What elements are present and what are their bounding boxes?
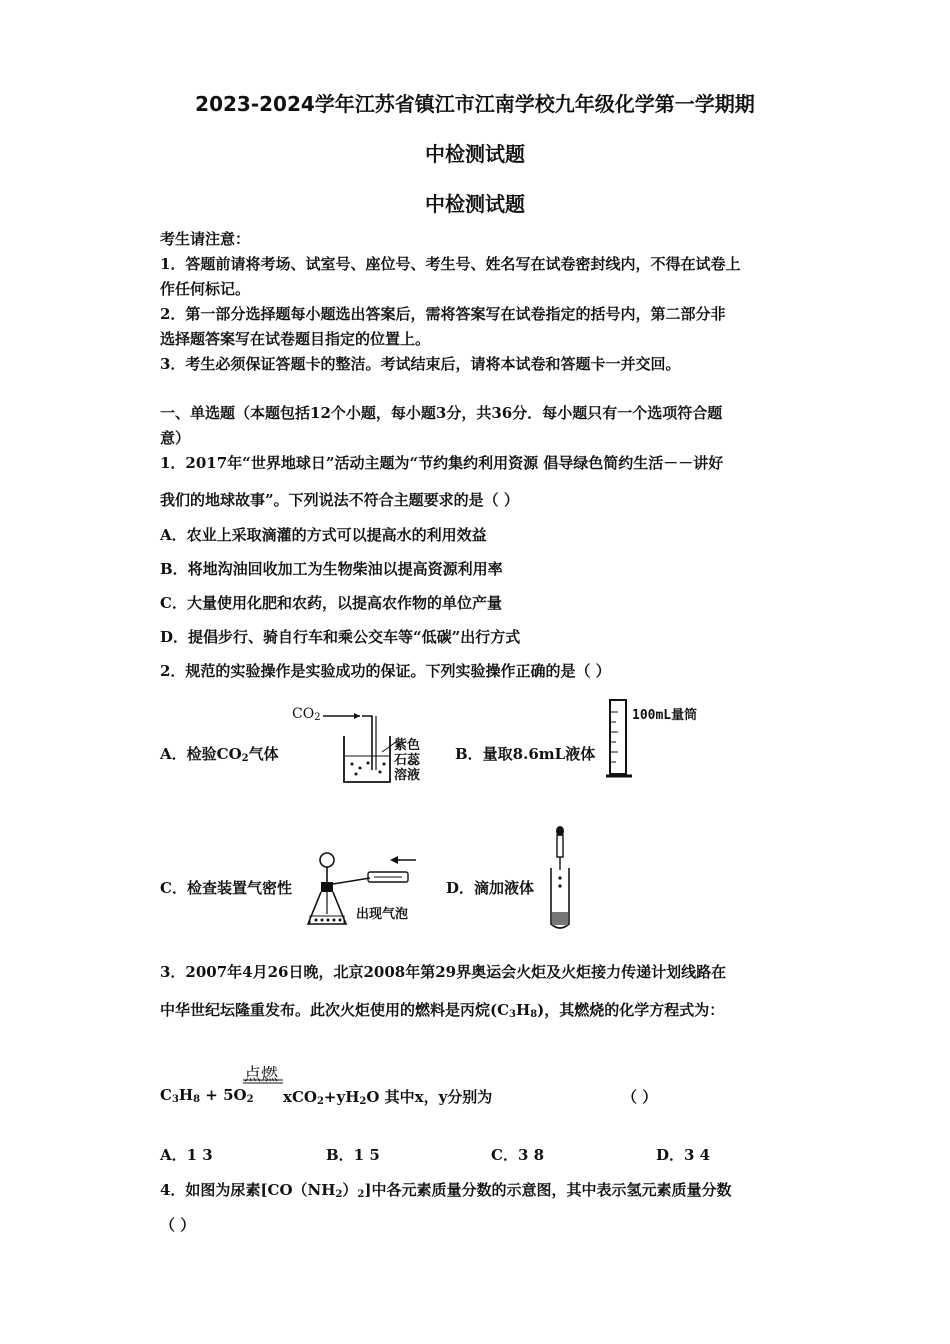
fig-c-bubble-label: 出现气泡 bbox=[356, 907, 409, 922]
q3-option-a: A．1 3 bbox=[160, 1146, 213, 1164]
q4-stem-b: （ ） bbox=[160, 1216, 196, 1234]
q2-option-c: C．检查装置气密性 bbox=[160, 879, 292, 897]
q1-option-c: C．大量使用化肥和农药，以提高农作物的单位产量 bbox=[160, 594, 502, 612]
fig-a-litmus-labels: 紫色 石蕊 溶液 bbox=[394, 738, 421, 783]
q3-reaction-condition: 点燃 bbox=[244, 1065, 278, 1085]
q2-option-d: D．滴加液体 bbox=[446, 879, 535, 897]
q3-equation-right: $xCO_2+yH_2O$ 其中x，y分别为 bbox=[283, 1088, 493, 1107]
fig-d-dropper-test-tube bbox=[545, 826, 575, 934]
fig-a-gas-label: $CO_2$ bbox=[292, 706, 321, 723]
q4-stem-a: 4．如图为尿素$[CO(NH_2)_2]$中各元素质量分数的示意图，其中表示氢元素质量分数 bbox=[160, 1181, 732, 1200]
notice-item-1b: 作任何标记。 bbox=[160, 280, 251, 298]
q1-option-a: A．农业上采取滴灌的方式可以提高水的利用效益 bbox=[160, 526, 487, 544]
q3-stem-a: 3．2007年4月26日晚，北京2008年第29界奥运会火炬及火炬接力传递计划线路在 bbox=[160, 963, 727, 981]
notice-item-2a: 2．第一部分选择题每小题选出答案后，需将答案写在试卷指定的括号内，第二部分非 bbox=[160, 305, 726, 323]
q3-option-c: C．3 8 bbox=[491, 1146, 545, 1164]
q3-answer-blank: （ ） bbox=[622, 1088, 658, 1106]
q1-option-d: D．提倡步行、骑自行车和乘公交车等“低碳”出行方式 bbox=[160, 628, 521, 646]
fig-a-litmus-beaker bbox=[320, 708, 400, 788]
q3-equation-left: $C_3H_8 + 5O_2$ bbox=[160, 1086, 254, 1105]
q3-option-d: D．3 4 bbox=[656, 1146, 711, 1164]
fig-b-cylinder-label: 100mL量筒 bbox=[632, 708, 698, 723]
fig-c-airtightness-apparatus bbox=[306, 848, 416, 938]
q1-option-b: B．将地沟油回收加工为生物柴油以提高资源利用率 bbox=[160, 560, 503, 578]
notice-item-2b: 选择题答案写在试卷题目指定的位置上。 bbox=[160, 330, 431, 348]
notice-heading: 考生请注意： bbox=[160, 230, 251, 248]
page-subtitle: 中检测试题 bbox=[425, 142, 525, 166]
q1-stem-a: 1．2017年“世界地球日”活动主题为“节约集约利用资源 倡导绿色简约生活－－讲好 bbox=[160, 454, 724, 472]
notice-item-1a: 1．答题前请将考场、试室号、座位号、考生号、姓名写在试卷密封线内，不得在试卷上 bbox=[160, 255, 741, 273]
q1-stem-b: 我们的地球故事”。下列说法不符合主题要求的是（ ） bbox=[160, 491, 519, 509]
q2-stem: 2．规范的实验操作是实验成功的保证。下列实验操作正确的是（ ） bbox=[160, 662, 611, 680]
section-heading-a: 一、单选题（本题包括12个小题，每小题3分，共36分．每小题只有一个选项符合题 bbox=[160, 404, 723, 422]
page-title: 2023-2024学年江苏省镇江市江南学校九年级化学第一学期期 bbox=[195, 92, 755, 116]
section-heading-b: 意） bbox=[160, 429, 191, 447]
q2-option-a: A．检验$CO_2$气体 bbox=[160, 745, 279, 764]
fig-b-graduated-cylinder bbox=[604, 698, 634, 782]
notice-item-3: 3．考生必须保证答题卡的整洁。考试结束后，请将本试卷和答题卡一并交回。 bbox=[160, 355, 681, 373]
q3-stem-b: 中华世纪坛隆重发布。此次火炬使用的燃料是丙烷$(C_3H_8)$，其燃烧的化学方程式为： bbox=[160, 1001, 725, 1020]
q2-option-b: B．量取8.6mL液体 bbox=[455, 745, 596, 763]
q3-equals-sign bbox=[243, 1079, 283, 1085]
q3-option-b: B．1 5 bbox=[326, 1146, 380, 1164]
page-subtitle-repeat: 中检测试题 bbox=[425, 192, 525, 216]
